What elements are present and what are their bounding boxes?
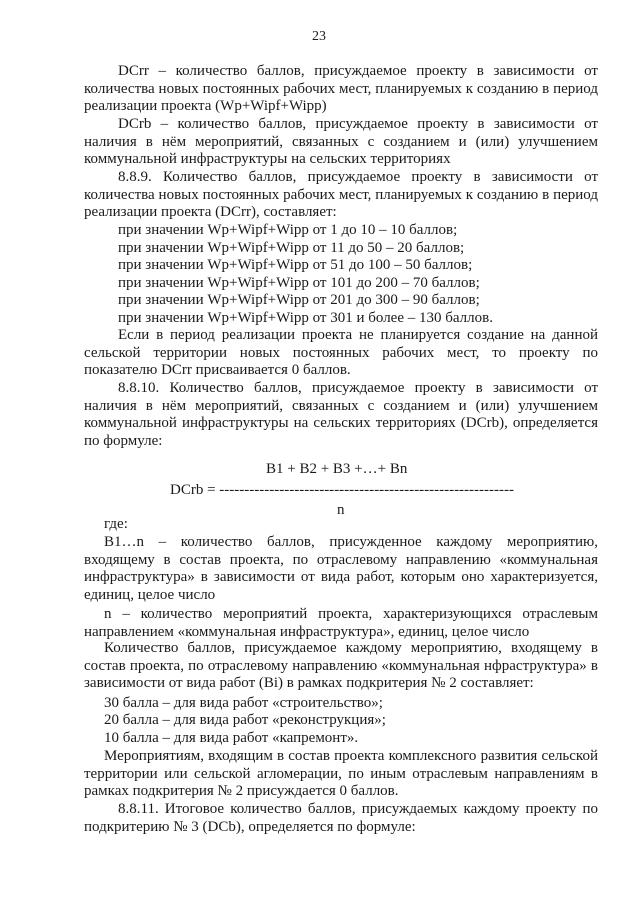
formula-denominator: n [337, 502, 345, 518]
formula-lhs-fraction-line: DCrb = ----------------------------------------------------------- [170, 482, 515, 498]
list-item-wp-6: при значении Wp+Wipf+Wipp от 301 и более – 130 баллов. [118, 310, 493, 326]
page-number: 23 [312, 29, 326, 44]
list-item-wp-4: при значении Wp+Wipf+Wipp от 101 до 200 – 70 баллов; [118, 275, 480, 291]
where-label: где: [104, 516, 128, 532]
list-item-works-3: 10 балла – для вида работ «капремонт». [104, 730, 359, 746]
list-item-wp-5: при значении Wp+Wipf+Wipp от 201 до 300 – 90 баллов; [118, 292, 480, 308]
paragraph-8-8-10: 8.8.10. Количество баллов, присуждаемое проекту в зависимости от наличия в нём мероприятий, связанных с созданием и (или) улучшением коммунальной инфраструктуры на сельских территориях (DCrb), определяется по формуле: [84, 380, 598, 449]
definition-b: B1…n – количество баллов, присужденное каждому мероприятию, входящему в состав проекта, по отраслевому направлению «коммунальная инфраструктура» в зависимости от вида работ, которым оно характеризуется, единиц, целое число [84, 534, 598, 603]
list-item-wp-3: при значении Wp+Wipf+Wipp от 51 до 100 – 50 баллов; [118, 257, 473, 273]
list-item-works-1: 30 балла – для вида работ «строительство»; [104, 695, 383, 711]
paragraph-bi-points: Количество баллов, присуждаемое каждому мероприятию, входящему в состав проекта, по отраслевому направлению «коммунальная нфраструктура» в зависимости от вида работ (Bi) в рамках подкритерия № 2 составляет: [84, 640, 598, 691]
formula-numerator: B1 + B2 + B3 +…+ Bn [266, 461, 408, 477]
paragraph-no-new-jobs: Если в период реализации проекта не планируется создание на данной сельской территории новых постоянных рабочих мест, то проекту по показателю DCrr присваивается 0 баллов. [84, 327, 598, 378]
paragraph-8-8-9: 8.8.9. Количество баллов, присуждаемое проекту в зависимости от количества новых постоянных рабочих мест, планируемых к созданию в период реализации проекта (DCrr), составляет: [84, 169, 598, 220]
paragraph-8-8-11: 8.8.11. Итоговое количество баллов, присуждаемых каждому проекту по подкритерию № 3 (DCb), определяется по формуле: [84, 801, 598, 835]
paragraph-dcrr-definition: DCrr – количество баллов, присуждаемое проекту в зависимости от количества новых постоянных рабочих мест, планируемых к созданию в период реализации проекта (Wp+Wipf+Wipp) [84, 63, 598, 114]
list-item-wp-2: при значении Wp+Wipf+Wipp от 11 до 50 – 20 баллов; [118, 240, 465, 256]
paragraph-dcrb-definition: DCrb – количество баллов, присуждаемое проекту в зависимости от наличия в нём мероприятий, связанных с созданием и (или) улучшением коммунальной инфраструктуры на сельских территориях [84, 116, 598, 167]
paragraph-other-directions: Мероприятиям, входящим в состав проекта комплексного развития сельской территории или сельской агломерации, по иным отраслевым направлениям в рамках подкритерия № 2 присуждается 0 баллов. [84, 748, 598, 799]
definition-n: n – количество мероприятий проекта, характеризующихся отраслевым направлением «коммунальная инфраструктура», единиц, целое число [84, 606, 598, 640]
list-item-wp-1: при значении Wp+Wipf+Wipp от 1 до 10 – 10 баллов; [118, 222, 458, 238]
list-item-works-2: 20 балла – для вида работ «реконструкция»; [104, 712, 386, 728]
